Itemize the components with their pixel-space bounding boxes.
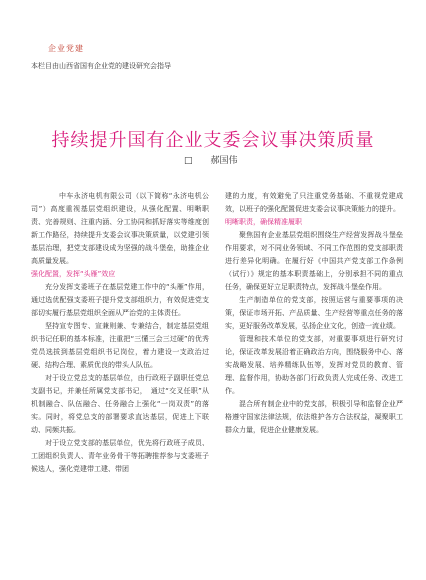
intro-paragraph: 中车永济电机有限公司（以下简称“永济电机公司”）高度重视基层党组织建设，从强化配置、明晰职责、完善规则、注重内涵、分工协同和抓好落实等维度创新工作路径，持续提升支委会议事决策质量，以党建引领基层治理，把党支部建设成为坚强的战斗堡垒，助推企业高质量发展。: [31, 192, 209, 265]
section-heading-configuration: 强化配置，发挥“头雁”效应: [31, 270, 116, 278]
body-paragraph: 对于设立党支部的基层单位，优先将行政班子成员、工团组织负责人、青年业务骨干等拓聘推荐参与支委班子候选人，强化党建带工建、带团: [31, 439, 209, 473]
body-paragraph: 对于设立党总支的基层单位，由行政班子副职任党总支副书记，并兼任所属党支部书记， 通过“交叉任职”从机制融合、队伍融合、任务融合上强化“一岗双责”的落实。同时，将党总支的部署要求直达基层，促进上下联动、同频共振。: [31, 374, 209, 434]
article-byline: □ 郝国伟: [184, 156, 238, 166]
continued-paragraph: 建的力度，有效避免了只注重党务基础、不重视党建成效，以班子的强化配置促进支委会议事决策能力的提升。: [225, 192, 403, 213]
left-text-column: [31, 190, 209, 476]
body-paragraph: 管理和技术单位的党支部，对重要事项进行研究讨论，保证改革发展沿着正确政治方向，围绕服务中心、落实战略发展、培养精练队伍等，发挥对党员的教育、管理、监督作用，协助各部门行政负责人完成任务、改进工作。: [225, 335, 403, 395]
section-heading-responsibilities: 明晰职责，确保精准履职: [225, 218, 302, 226]
body-paragraph: 聚焦国有企业基层党组织围绕生产经营发挥战斗堡垒作用要求，对不同业务领域、不同工作范围的党支部职责进行差异化明确。在履行好《中国共产党支部工作条例（试行）》规定的基本职责基础上，分别承担不同的重点任务，确保更好立足职责特点，发挥战斗堡垒作用。: [225, 231, 403, 291]
right-text-column: [225, 190, 403, 437]
body-paragraph: 混合所有制企业中的党支部，积极引导和监督企业严格遵守国家法律法规，依法维护各方合法权益，凝聚职工群众力量，促进企业健康发展。: [225, 400, 403, 434]
body-paragraph: 生产制造单位的党支部，按照运营与重要事项的决策，保证市场开拓、产品质量、生产经营等重点任务的落实，更好服务改革发展，弘扬企业文化，创造一流业绩。: [225, 296, 403, 330]
body-paragraph: 充分发挥支委班子在基层党建工作中的“头雁”作用，通过选优配强支委班子提升党支部组织力，有效促进党支部切实履行基层党组织全面从严治党的主体责任。: [31, 283, 209, 317]
body-paragraph: 坚持宣专图专、宣兼则兼、专兼结合，制定基层党组织书记任职的基本标准，注重把“三懂三会三过硬”的优秀党员选拔到基层党组织书记岗位，着力建设一支政治过硬、结构合理、素质优良的带头人队伍。: [31, 322, 209, 369]
column-tag: 企业党建: [48, 44, 84, 53]
article-title: 持续提升国有企业支委会议事决策质量: [51, 130, 375, 151]
column-guide-note: 本栏目由山西省国有企业党的建设研究会指导: [31, 62, 171, 70]
